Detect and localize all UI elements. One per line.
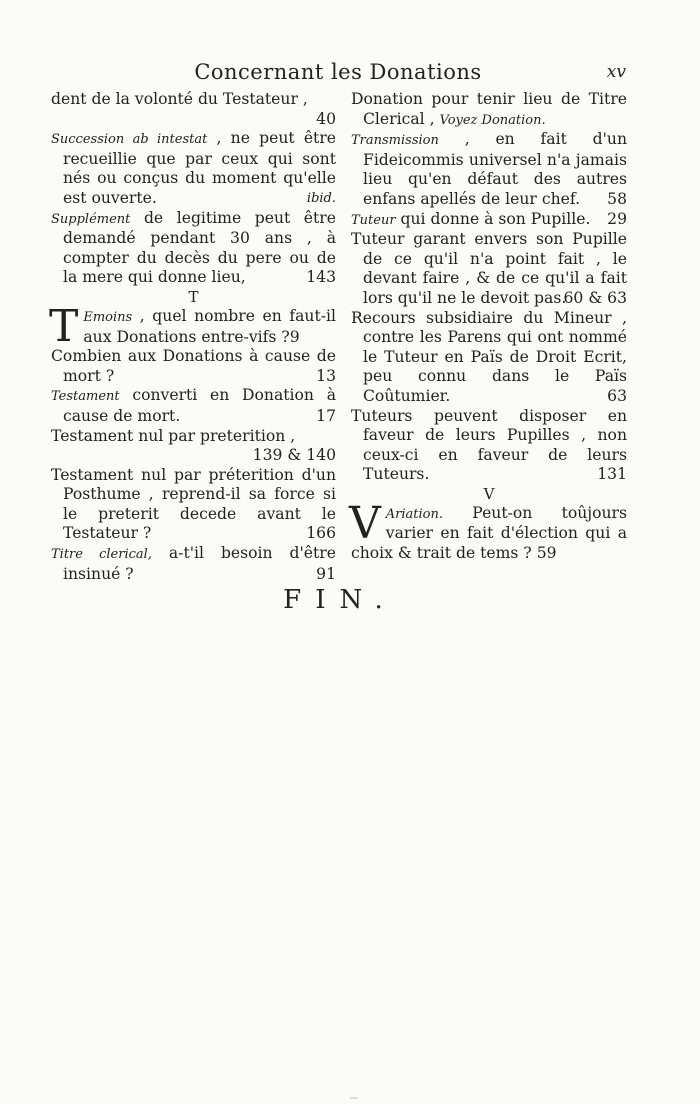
entry-page: ?9 — [281, 327, 300, 346]
entry-page: 59 — [536, 544, 557, 563]
bottom-tick-mark — [350, 1085, 358, 1089]
entry-text: , quel nombre en faut-il aux Donations entre-vifs — [83, 306, 336, 346]
entry-cross-reference: Voyez Donation. — [439, 112, 546, 128]
index-entry — [51, 90, 336, 129]
entry-text: , en fait d'un Fideicommis universel n'a jamais lieu qu'en défaut des autres enfans apellés de leur chef. — [363, 130, 627, 208]
index-entry — [351, 210, 627, 231]
entry-text: a-t'il besoin d'être insinué ? — [63, 544, 336, 583]
section-letter-v: V — [483, 484, 495, 503]
index-entry — [51, 466, 336, 544]
entry-text: qui donne à son Pupille. — [400, 209, 591, 228]
running-title: Concernant les Donations — [194, 60, 482, 84]
page-header — [0, 60, 700, 90]
entry-text: Testament nul par preterition , — [51, 426, 296, 445]
entry-page: 63 — [607, 386, 627, 405]
entry-text: Donation pour tenir lieu de Titre Clerical , — [351, 90, 627, 128]
entry-text: , ne peut être recueillie que par ceux qui sont nés ou conçus du moment qu'elle est ouverte. — [63, 129, 336, 207]
entry-text: Tuteurs peuvent disposer en faveur de leurs Pupilles , non ceux-ci en faveur de leurs Tuteurs. — [351, 406, 627, 484]
fin-mark: FIN. — [283, 585, 397, 615]
entry-headword: Transmission — [351, 133, 439, 149]
index-entry — [351, 230, 627, 308]
entry-text: converti en Donation à cause de mort. — [63, 386, 336, 425]
entry-headword: Succession ab intestat — [51, 132, 208, 148]
index-entry — [51, 544, 336, 584]
index-entry — [51, 427, 336, 466]
entry-headword: Emoins — [83, 309, 133, 325]
index-entry — [51, 386, 336, 426]
entry-page: 131 — [597, 465, 627, 484]
index-entry — [351, 130, 627, 209]
entry-text: Tuteur garant envers son Pupille de ce qu'il n'a point fait , le devant faire , & de ce qu'il a fait lors qu'il ne le devoit pas. — [351, 230, 627, 307]
entry-page: 139 & 140 — [252, 446, 336, 465]
entry-text: de legitime peut être demandé pendant 30 ans , à compter du decès du pere ou de la mere qui donne lieu, — [63, 208, 336, 287]
entry-text: Peut-on toûjours varier en fait d'élection qui a choix & trait de tems ? — [351, 503, 627, 563]
index-entry — [349, 497, 627, 564]
entry-text: Testament nul par préterition d'un Posthume , reprend-il sa force si le preterit decede avant le Testateur ? — [51, 465, 336, 543]
drop-cap: T — [49, 300, 79, 352]
page-number: xv — [606, 62, 626, 82]
index-entry — [51, 209, 336, 288]
entry-headword: Ariation. — [385, 506, 444, 522]
section-letter-t: T — [188, 287, 199, 306]
entry-text: Combien aux Donations à cause de mort ? — [51, 347, 336, 385]
entry-page: 40 — [316, 109, 336, 128]
entry-page: 13 — [316, 366, 336, 385]
index-entry — [351, 309, 627, 407]
right-column — [351, 90, 627, 564]
entry-page: ibid. — [306, 190, 336, 206]
entry-headword: Supplément — [51, 211, 131, 227]
entry-page: 60 & 63 — [563, 288, 627, 307]
index-entry — [351, 90, 627, 130]
entry-page: 91 — [316, 564, 336, 583]
entry-page: 143 — [306, 268, 336, 287]
entry-headword: Testament — [51, 389, 120, 405]
index-entry — [351, 407, 627, 485]
entry-text: dent de la volonté du Testateur , — [51, 90, 308, 108]
entry-headword: Titre clerical, — [51, 547, 152, 563]
index-entry — [51, 129, 336, 208]
drop-cap: V — [349, 497, 381, 549]
entry-page: 17 — [316, 406, 336, 425]
left-column — [51, 90, 336, 584]
entry-headword: Tuteur — [351, 212, 396, 228]
index-entry — [51, 347, 336, 386]
entry-page: 29 — [607, 209, 627, 228]
entry-page: 58 — [607, 189, 627, 208]
index-entry — [49, 300, 336, 352]
entry-text: Recours subsidiaire du Mineur , contre les Parens qui ont nommé le Tuteur en Païs de Droit Ecrit, peu connu dans le Païs Coûtumier. — [351, 308, 627, 405]
entry-page: 166 — [306, 524, 336, 543]
